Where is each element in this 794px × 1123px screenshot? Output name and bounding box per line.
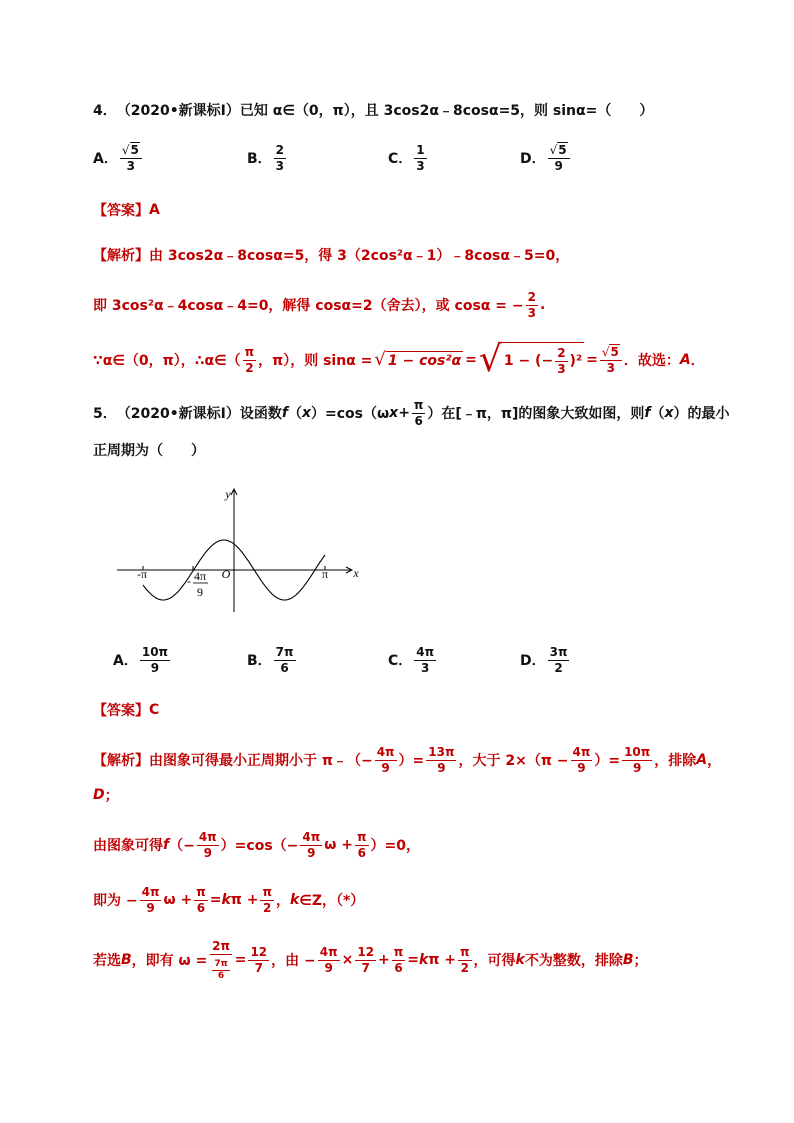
question-stem: ）=cos（ω (311, 406, 390, 422)
q4-option-b (247, 138, 288, 178)
zero-label-denominator: 9 (197, 585, 203, 599)
fraction-denominator: 7 (254, 960, 263, 975)
question-stem: （ (287, 406, 302, 422)
option-letter: B． (247, 151, 272, 167)
fraction-denominator: 3 (527, 305, 536, 320)
variable: x (664, 405, 674, 421)
analysis-text: . (539, 297, 546, 313)
radicand-text: )² (569, 353, 583, 369)
compound-fraction (209, 939, 232, 982)
fraction-denominator: 9 (307, 845, 316, 860)
analysis-label: 【解析】 (93, 248, 149, 264)
variable: k (515, 952, 525, 968)
option-fraction (548, 143, 570, 174)
analysis-text: 即为 − (93, 893, 138, 909)
analysis-text: = (586, 352, 598, 368)
analysis-text: ． (690, 353, 705, 369)
variable: k (419, 952, 429, 968)
fraction-denominator: 9 (633, 760, 642, 775)
analysis-text: ）= (398, 753, 425, 769)
fraction-numerator: π (460, 944, 470, 959)
fraction-denominator: 6 (394, 960, 403, 975)
fraction-numerator (120, 143, 142, 159)
fraction-numerator: 12 (250, 944, 268, 959)
question-number: 5． (93, 406, 117, 422)
option-letter: C． (388, 653, 413, 669)
origin-label: O (221, 567, 231, 581)
variable: x (301, 405, 311, 421)
y-axis-label: y (225, 487, 231, 501)
analysis-text: ω + (324, 837, 354, 853)
analysis-text: ； (633, 953, 648, 969)
question-stem: ）的最小 (673, 406, 730, 422)
fraction (260, 885, 274, 916)
x-axis-label: x (353, 566, 359, 580)
q4-option-d (520, 138, 572, 178)
fraction (571, 745, 593, 776)
fraction-denominator: 3 (126, 158, 136, 173)
fraction-denominator: 9 (381, 760, 390, 775)
analysis-text: ∈Z，（*） (299, 893, 365, 909)
fraction (243, 345, 257, 376)
fraction-numerator: 4π (572, 744, 591, 759)
variable: x (389, 405, 399, 421)
fraction-numerator: 4π (319, 944, 338, 959)
fraction-numerator: 10π (141, 644, 169, 659)
analysis-text: ω + (163, 892, 193, 908)
fraction-denominator: 6 (357, 845, 366, 860)
analysis-text: 由 3cos2α﹣8cosα=5，得 3（2cos²α﹣1）﹣8cosα﹣5=0， (149, 248, 570, 264)
q4-analysis-line-1 (93, 235, 569, 275)
analysis-text: 即 3cos²α﹣4cosα﹣4=0，解得 cosα=2（舍去），或 cosα = − (93, 298, 524, 314)
fraction-denominator: 3 (421, 660, 430, 675)
fraction-denominator: 3 (416, 158, 425, 173)
fraction-denominator: 9 (324, 960, 333, 975)
tick-label-neg-pi: -π (136, 567, 148, 581)
analysis-text: π + (230, 892, 259, 908)
radical-sign: √ (601, 344, 610, 359)
analysis-text: ∵α∈（0，π），∴α∈（ (93, 353, 241, 369)
radicand: 5 (610, 344, 619, 359)
function-graph (100, 480, 370, 620)
question-source: （2020•新课标Ⅰ） (116, 103, 240, 119)
fraction-numerator: π (413, 397, 424, 412)
fraction-denominator: 7 (361, 960, 370, 975)
fraction-numerator: 7π (275, 644, 294, 659)
q4-analysis-line-2 (93, 285, 545, 325)
q5-option-c (388, 640, 438, 680)
fraction-numerator: 4π (302, 829, 321, 844)
square-root (478, 339, 584, 380)
analysis-text: ，由 − (271, 953, 316, 969)
radicand: 5 (130, 142, 139, 157)
analysis-text: ； (104, 788, 119, 804)
q5-analysis-line-2 (93, 775, 119, 815)
fraction-denominator: 9 (150, 660, 160, 675)
fraction (526, 290, 538, 321)
option-fraction (274, 645, 296, 676)
radicand (502, 342, 584, 378)
analysis-text: × (341, 952, 354, 968)
fraction (392, 945, 406, 976)
fraction-numerator: π (393, 944, 404, 959)
analysis-text: ）=cos（− (220, 838, 299, 854)
q4-stem-line (93, 90, 653, 130)
function-name: f (281, 405, 288, 421)
fraction-numerator: 4π (416, 644, 435, 659)
fraction-denominator: 9 (203, 845, 212, 860)
q5-option-a (113, 640, 172, 680)
fraction-denominator: 9 (577, 760, 586, 775)
analysis-choice: B (622, 952, 634, 968)
q5-analysis-line-5 (93, 936, 648, 984)
fraction (248, 945, 269, 976)
q5-analysis-line-3 (93, 825, 420, 865)
fraction-denominator: 6 (414, 413, 423, 428)
fraction (412, 398, 426, 429)
fraction-numerator: 1 (416, 142, 425, 157)
question-stem: 正周期为（ ） (93, 443, 205, 459)
fraction (555, 346, 567, 377)
option-letter: D． (520, 151, 546, 167)
fraction (140, 885, 162, 916)
radical-sign: √ (549, 142, 558, 157)
analysis-text: ，排除 (654, 753, 697, 769)
fraction-numerator: 2 (275, 142, 285, 157)
fraction-numerator: 4π (141, 884, 160, 899)
answer-label: 【答案】 (93, 703, 149, 719)
radicand: 1 − cos²α (387, 353, 462, 369)
analysis-text: 若选 (93, 953, 121, 969)
analysis-text: 不为整数，排除 (524, 953, 623, 969)
fraction (300, 830, 322, 861)
q5-analysis-line-4 (93, 880, 364, 920)
answer-value: C (149, 702, 160, 718)
analysis-text: ）= (594, 753, 621, 769)
fraction-numerator: 4π (198, 829, 217, 844)
q5-stem-line-2 (93, 430, 205, 470)
fraction-numerator: π (262, 884, 272, 899)
q4-option-a (93, 138, 144, 178)
function-name: f (644, 405, 651, 421)
analysis-text: 由图象可得 (93, 838, 163, 854)
analysis-text: + (378, 952, 390, 968)
fraction-numerator: 2 (527, 289, 536, 304)
q5-option-d (520, 640, 571, 680)
question-stem: 设函数 (239, 406, 282, 422)
fraction-numerator (600, 345, 622, 361)
question-number: 4． (93, 103, 117, 119)
analysis-text: = (465, 352, 477, 368)
analysis-text: ．故选： (623, 353, 680, 369)
analysis-text: = (209, 892, 222, 908)
fraction-denominator: 6 (217, 970, 225, 981)
q5-analysis-line-1 (93, 740, 721, 780)
nested-fraction (212, 959, 229, 982)
analysis-text: ， (275, 893, 290, 909)
analysis-text: ，可得 (473, 953, 516, 969)
variable: k (221, 892, 231, 908)
fraction-denominator: 2 (460, 960, 469, 975)
option-fraction (140, 645, 170, 676)
fraction-denominator: 9 (146, 900, 155, 915)
option-fraction (414, 645, 436, 676)
fraction-numerator: π (357, 829, 367, 844)
radicand: 5 (558, 142, 567, 157)
fraction-denominator: 2 (263, 900, 272, 915)
question-stem: （ (650, 406, 665, 422)
question-stem: + (398, 405, 410, 421)
analysis-text: ，π），则 sinα = (258, 353, 373, 369)
q5-answer-line (93, 690, 159, 730)
fraction-numerator: 2π (212, 938, 230, 953)
fraction-denominator: 2 (245, 360, 254, 375)
q4-option-c (388, 138, 429, 178)
fraction (622, 745, 652, 776)
variable: k (289, 892, 300, 908)
q5-option-b (247, 640, 298, 680)
fraction-numerator (548, 143, 570, 159)
option-fraction (548, 645, 570, 676)
analysis-text: π + (428, 952, 457, 968)
fraction (355, 830, 369, 861)
analysis-text: 由图象可得最小正周期小于 π﹣（− (149, 753, 373, 769)
radical-sign: √ (374, 349, 386, 370)
fraction (426, 745, 456, 776)
analysis-text: （− (169, 838, 195, 854)
zero-label-numerator: 4π (193, 569, 207, 583)
analysis-choice: D (93, 787, 105, 803)
fraction-denominator: 3 (606, 360, 615, 375)
fraction (194, 885, 208, 916)
answer-label: 【答案】 (93, 203, 149, 219)
q4-analysis-line-3 (93, 338, 705, 382)
fraction-denominator: 3 (557, 361, 566, 376)
question-stem: 已知 α∈（0，π），且 3cos2α﹣8cosα=5，则 sinα=（ ） (239, 103, 654, 119)
fraction-numerator: 4π (376, 744, 395, 759)
question-stem: ）在[﹣π，π]的图象大致如图，则 (427, 406, 645, 422)
analysis-text: ）=0， (370, 838, 420, 854)
analysis-choice: A (679, 352, 691, 368)
analysis-text: = (234, 952, 247, 968)
fraction-numerator: 10π (624, 744, 651, 759)
fraction-denominator: 6 (196, 900, 206, 915)
zero-label-sign: - (187, 574, 191, 588)
question-source: （2020•新课标Ⅰ） (116, 406, 240, 422)
radicand-text: 1 − (− (503, 353, 554, 369)
analysis-text: = (407, 952, 420, 968)
analysis-text: ，大于 2×（π − (458, 753, 569, 769)
square-root (374, 351, 463, 369)
fraction (458, 945, 472, 976)
option-letter: B． (247, 653, 272, 669)
q5-stem-line-1 (93, 393, 730, 433)
fraction-denominator (209, 955, 232, 982)
fraction (197, 830, 219, 861)
fraction-denominator: 2 (554, 660, 563, 675)
tick-label-pi: π (321, 567, 329, 581)
option-letter: A． (113, 653, 138, 669)
analysis-choice: B (121, 952, 132, 968)
fraction-numerator: 13π (428, 744, 455, 759)
fraction-denominator: 3 (275, 158, 285, 173)
radical-sign: √ (121, 142, 130, 157)
answer-value: A (149, 202, 160, 218)
analysis-choice: A (696, 752, 708, 768)
fraction-numerator: π (244, 344, 255, 359)
fraction-numerator: 7π (214, 958, 228, 969)
fraction-denominator: 9 (437, 760, 446, 775)
fraction-numerator: 12 (357, 944, 375, 959)
fraction-numerator: 2 (557, 345, 566, 360)
fraction-denominator: 6 (280, 660, 289, 675)
option-fraction (274, 143, 286, 174)
q4-answer-line (93, 190, 160, 230)
analysis-text: ，即有 ω = (131, 953, 208, 969)
fraction (355, 945, 376, 976)
option-fraction (120, 143, 142, 174)
option-letter: A． (93, 151, 118, 167)
fraction (600, 345, 622, 376)
option-fraction (414, 143, 426, 174)
fraction-numerator: 3π (549, 644, 568, 659)
fraction (375, 745, 397, 776)
analysis-text: ， (707, 753, 722, 769)
radical-sign: √ (478, 339, 502, 380)
fraction-numerator: π (196, 884, 206, 899)
function-name: f (163, 837, 170, 853)
option-letter: D． (520, 653, 546, 669)
option-letter: C． (388, 151, 413, 167)
fraction (318, 945, 340, 976)
analysis-label: 【解析】 (93, 753, 149, 769)
fraction-denominator: 9 (554, 158, 563, 173)
